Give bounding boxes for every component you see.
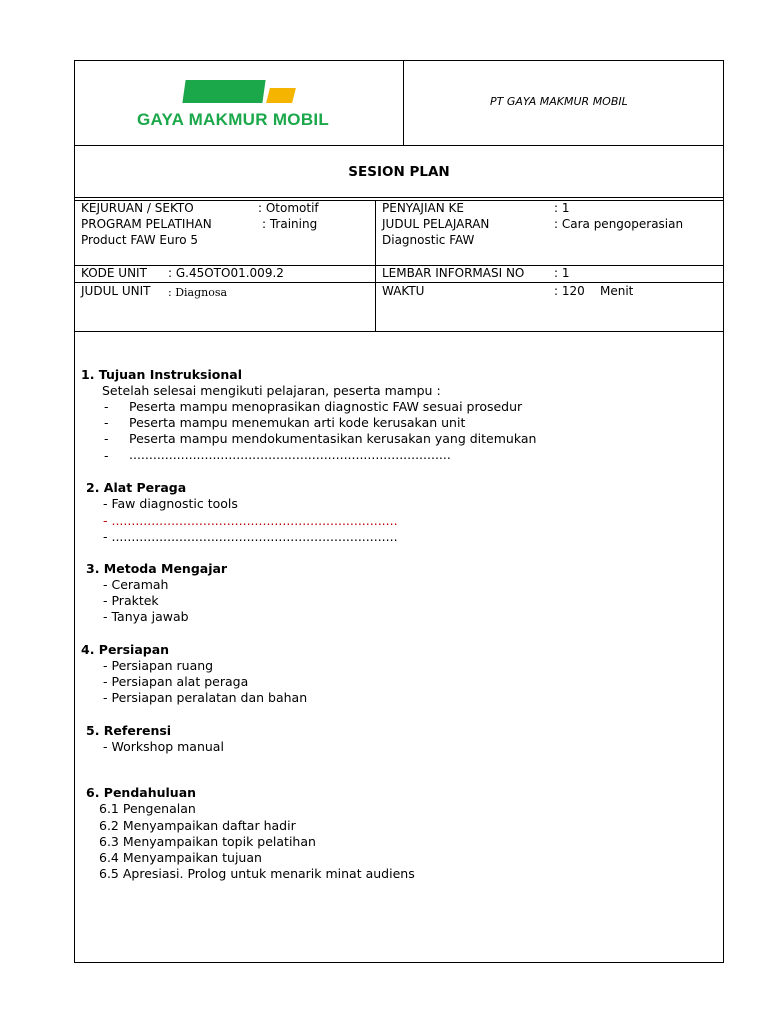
list-item: Peserta mampu menoprasikan diagnostic FAW sesuai prosedur — [129, 399, 523, 414]
logo-text: GAYA MAKMUR MOBIL — [137, 110, 330, 129]
section-heading: 2. Alat Peraga — [86, 480, 187, 495]
judul-pelajaran-label: JUDUL PELAJARAN — [382, 217, 490, 231]
list-item: 6.4 Menyampaikan tujuan — [99, 850, 262, 865]
bullet-dash: - — [104, 448, 109, 463]
kejuruan-label: KEJURUAN / SEKTO — [81, 201, 194, 215]
section-heading: 1. Tujuan Instruksional — [81, 367, 242, 382]
list-item: - ........................................................................ — [103, 513, 398, 528]
judul-unit-label: JUDUL UNIT — [81, 284, 151, 298]
list-item: - Workshop manual — [103, 739, 224, 754]
section-heading: 6. Pendahuluan — [86, 785, 197, 800]
list-item: Peserta mampu mendokumentasikan kerusakan yang ditemukan — [129, 431, 537, 446]
section-intro: Setelah selesai mengikuti pelajaran, peserta mampu : — [102, 383, 441, 398]
bullet-dash: - — [104, 431, 109, 446]
penyajian-label: PENYAJIAN KE — [382, 201, 464, 215]
divider — [74, 282, 724, 283]
logo-green-bar — [182, 80, 265, 103]
section-heading: 4. Persiapan — [81, 642, 170, 657]
waktu-value: : 120 — [554, 284, 585, 298]
list-item: - Persiapan peralatan dan bahan — [103, 690, 308, 705]
lembar-label: LEMBAR INFORMASI NO — [382, 266, 525, 280]
kode-unit-value: : G.45OTO01.009.2 — [168, 266, 284, 280]
list-item: 6.2 Menyampaikan daftar hadir — [99, 818, 296, 833]
list-item: 6.1 Pengenalan — [99, 801, 196, 816]
program-value: : Training — [262, 217, 318, 231]
logo-yellow-bar — [266, 88, 296, 103]
list-item: ................................................................................. — [129, 447, 451, 462]
waktu-unit: Menit — [600, 284, 634, 298]
divider — [74, 145, 724, 146]
kode-unit-label: KODE UNIT — [81, 266, 147, 280]
page-title: SESION PLAN — [348, 164, 450, 180]
waktu-label: WAKTU — [382, 284, 425, 298]
program-label: PROGRAM PELATIHAN — [81, 217, 212, 231]
kejuruan-value: : Otomotif — [258, 201, 319, 215]
judul-pelajaran-line2: Diagnostic FAW — [382, 233, 475, 247]
list-item: - ........................................................................ — [103, 529, 398, 544]
bullet-dash: - — [104, 399, 109, 414]
list-item: - Praktek — [103, 593, 159, 608]
list-item: - Faw diagnostic tools — [103, 496, 238, 511]
section-heading: 3. Metoda Mengajar — [86, 561, 228, 576]
divider — [403, 60, 404, 145]
list-item: - Persiapan alat peraga — [103, 674, 249, 689]
list-item: 6.5 Apresiasi. Prolog untuk menarik minat audiens — [99, 866, 415, 881]
list-item: Peserta mampu menemukan arti kode kerusakan unit — [129, 415, 466, 430]
judul-pelajaran-value: : Cara pengoperasian — [554, 217, 684, 231]
divider — [74, 331, 724, 332]
divider — [375, 200, 376, 331]
list-item: - Ceramah — [103, 577, 169, 592]
list-item: - Tanya jawab — [103, 609, 189, 624]
bullet-dash: - — [104, 415, 109, 430]
judul-unit-value: : Diagnosa — [168, 286, 228, 299]
penyajian-value: : 1 — [554, 201, 570, 215]
program-line2: Product FAW Euro 5 — [81, 233, 199, 247]
list-item: - Persiapan ruang — [103, 658, 214, 673]
company-name: PT GAYA MAKMUR MOBIL — [490, 95, 628, 108]
section-heading: 5. Referensi — [86, 723, 172, 738]
divider — [74, 197, 724, 198]
lembar-value: : 1 — [554, 266, 570, 280]
list-item: 6.3 Menyampaikan topik pelatihan — [99, 834, 316, 849]
